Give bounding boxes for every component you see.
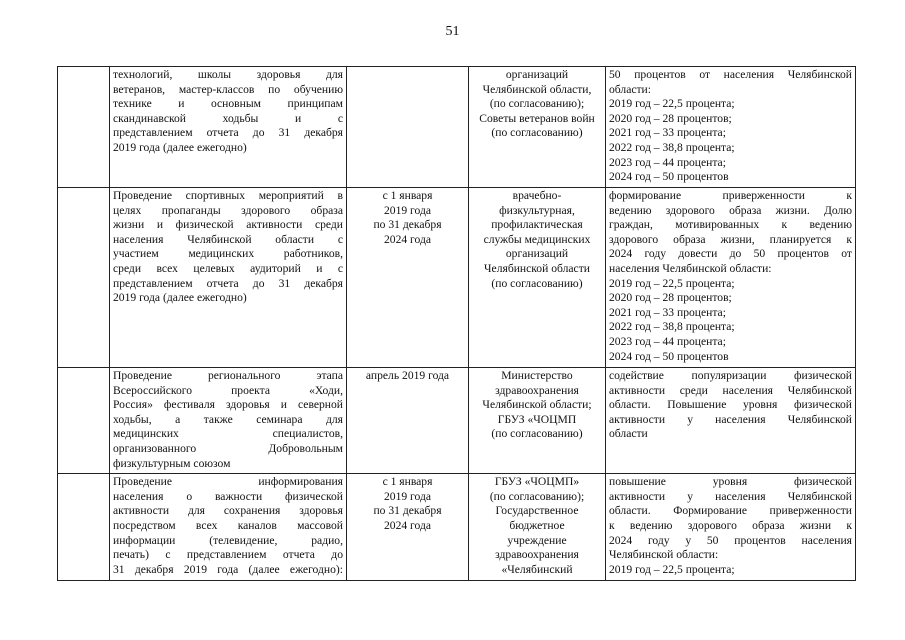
event-line: участием медицинских работников, (113, 247, 343, 261)
event-line: 31 декабря 2019 года (далее ежегодно): (113, 562, 343, 576)
result-cell (606, 368, 856, 474)
event-line: Всероссийского проекта «Ходи, (113, 383, 343, 397)
dates-cell (347, 67, 469, 188)
table-row (58, 188, 856, 368)
event-line: Проведение спортивных мероприятий в (113, 189, 343, 202)
event-line: физкультурным союзом (113, 456, 231, 470)
dates-line: апрель 2019 года (365, 369, 450, 382)
row-number-cell (58, 67, 110, 188)
table-row (58, 474, 856, 581)
result-line: 2023 год – 44 процента; (609, 334, 726, 348)
event-line: печать) с представлением отчета до (113, 548, 343, 562)
executor-line: Челябинской области (484, 261, 590, 275)
executor-line: ГБУЗ «ЧОЦМП (497, 412, 577, 426)
dates-cell (347, 188, 469, 368)
result-cell (606, 474, 856, 581)
row-number-cell (58, 474, 110, 581)
result-line: области (609, 427, 648, 441)
dates-line: 2024 года (383, 518, 432, 532)
dates-line: 2019 года (383, 489, 432, 503)
executor-line: ГБУЗ «ЧОЦМП» (494, 475, 580, 489)
result-line: активности у населения Челябинской (609, 412, 852, 426)
executor-line: (по согласованию) (491, 276, 583, 290)
activities-table (57, 66, 856, 581)
event-line: ветеранов, мастер-классов по обучению (113, 82, 343, 96)
event-line: 2019 года (далее ежегодно) (113, 140, 247, 154)
result-line: 2023 год – 44 процента; (609, 155, 726, 169)
event-line: среди всех целевых аудиторий и с (113, 261, 343, 275)
event-cell (110, 368, 347, 474)
executor-line: Министерство (501, 369, 573, 382)
result-line: 2024 году довести до 50 процентов от (609, 247, 852, 261)
event-line: технологий, школы здоровья для (113, 68, 343, 81)
result-line: формирование приверженности к (609, 189, 852, 202)
event-line: активности для сохранения здоровья (113, 504, 343, 518)
result-line: 2022 год – 38,8 процента; (609, 320, 735, 334)
result-line: населения Челябинской области: (609, 261, 772, 275)
result-line: 2020 год – 28 процентов; (609, 291, 732, 305)
event-line: населения о важности физической (113, 489, 343, 503)
executor-cell (469, 188, 606, 368)
executor-cell (469, 368, 606, 474)
event-line: посредством всех каналов массовой (113, 518, 343, 532)
executor-line: Советы ветеранов войн (479, 111, 595, 125)
executor-line: учреждение (507, 533, 567, 547)
executor-line: (по согласованию); (489, 97, 585, 111)
executor-line: Челябинской области; (482, 398, 592, 412)
result-line: 2021 год – 33 процента; (609, 305, 726, 319)
dates-line: 2024 года (383, 232, 432, 246)
executor-line: профилактическая (491, 218, 583, 232)
event-line: технике и основным принципам (113, 97, 343, 111)
result-cell (606, 67, 856, 188)
result-line: области. Повышение уровня физической (609, 398, 852, 412)
event-cell (110, 474, 347, 581)
dates-line: с 1 января (382, 475, 433, 489)
event-line: организованного Добровольным (113, 441, 343, 455)
dates-line: 2019 года (383, 203, 432, 217)
event-line: скандинавской ходьбы и с (113, 111, 343, 125)
executor-cell (469, 474, 606, 581)
event-line: Проведение регионального этапа (113, 369, 343, 382)
event-line: представлением отчета до 31 декабря (113, 126, 343, 140)
executor-line: «Челябинский (501, 562, 573, 576)
executor-line: здравоохранения (495, 383, 579, 397)
dates-line: по 31 декабря (373, 218, 442, 232)
event-line: ходьбы, а также семинара для (113, 412, 343, 426)
event-cell (110, 188, 347, 368)
event-line: представлением отчета до 31 декабря (113, 276, 343, 290)
executor-line: бюджетное (509, 518, 565, 532)
result-line: 2019 год – 22,5 процента; (609, 562, 735, 576)
row-number-cell (58, 188, 110, 368)
event-line: Россия» фестиваля здоровья и северной (113, 398, 343, 412)
result-line: повышение уровня физической (609, 475, 852, 489)
result-line: содействие популяризации физической (609, 369, 852, 382)
result-line: 2024 год – 50 процентов (609, 170, 729, 184)
event-line: населения Челябинской области с (113, 232, 343, 246)
executor-line: (по согласованию) (491, 126, 583, 140)
executor-line: врачебно- (512, 189, 562, 202)
dates-line: с 1 января (382, 189, 433, 202)
executor-line: здравоохранения (495, 548, 579, 562)
event-line: медицинских специалистов, (113, 427, 343, 441)
result-line: области: (609, 82, 651, 96)
result-line: 2024 год – 50 процентов (609, 349, 729, 363)
result-line: 2024 году у 50 процентов населения (609, 533, 852, 547)
dates-cell (347, 474, 469, 581)
dates-line: по 31 декабря (373, 504, 442, 518)
result-line: 2019 год – 22,5 процента; (609, 276, 735, 290)
result-line: граждан, мотивированных к ведению (609, 218, 852, 232)
event-line: жизни и физической активности среди (113, 218, 343, 232)
result-line: активности среди населения Челябинской (609, 383, 852, 397)
event-line: 2019 года (далее ежегодно) (113, 291, 247, 305)
result-cell (606, 188, 856, 368)
executor-line: Государственное (495, 504, 579, 518)
result-line: 2020 год – 28 процентов; (609, 111, 732, 125)
executor-line: организаций (505, 247, 569, 261)
dates-cell (347, 368, 469, 474)
executor-line: службы медицинских (483, 232, 591, 246)
executor-line: организаций (505, 68, 569, 81)
result-line: 50 процентов от населения Челябинской (609, 68, 852, 81)
event-line: Проведение информирования (113, 475, 343, 489)
executor-line: (по согласованию) (491, 427, 583, 441)
event-line: информации (телевидение, радио, (113, 533, 343, 547)
table-row (58, 368, 856, 474)
executor-line: Челябинской области, (482, 82, 592, 96)
event-line: целях пропаганды здорового образа (113, 203, 343, 217)
result-line: 2022 год – 38,8 процента; (609, 140, 735, 154)
result-line: активности у населения Челябинской (609, 489, 852, 503)
executor-line: физкультурная, (499, 203, 575, 217)
result-line: 2021 год – 33 процента; (609, 126, 726, 140)
result-line: области. Формирование приверженности (609, 504, 852, 518)
result-line: ведению здорового образа жизни. Долю (609, 203, 852, 217)
row-number-cell (58, 368, 110, 474)
executor-cell (469, 67, 606, 188)
executor-line: (по согласованию); (489, 489, 585, 503)
table-row (58, 67, 856, 188)
page-number: 51 (445, 24, 460, 39)
result-line: 2019 год – 22,5 процента; (609, 97, 735, 111)
result-line: здорового образа жизни, планируется к (609, 232, 852, 246)
result-line: Челябинской области: (609, 548, 719, 562)
result-line: к ведению здорового образа жизни к (609, 518, 852, 532)
event-cell (110, 67, 347, 188)
